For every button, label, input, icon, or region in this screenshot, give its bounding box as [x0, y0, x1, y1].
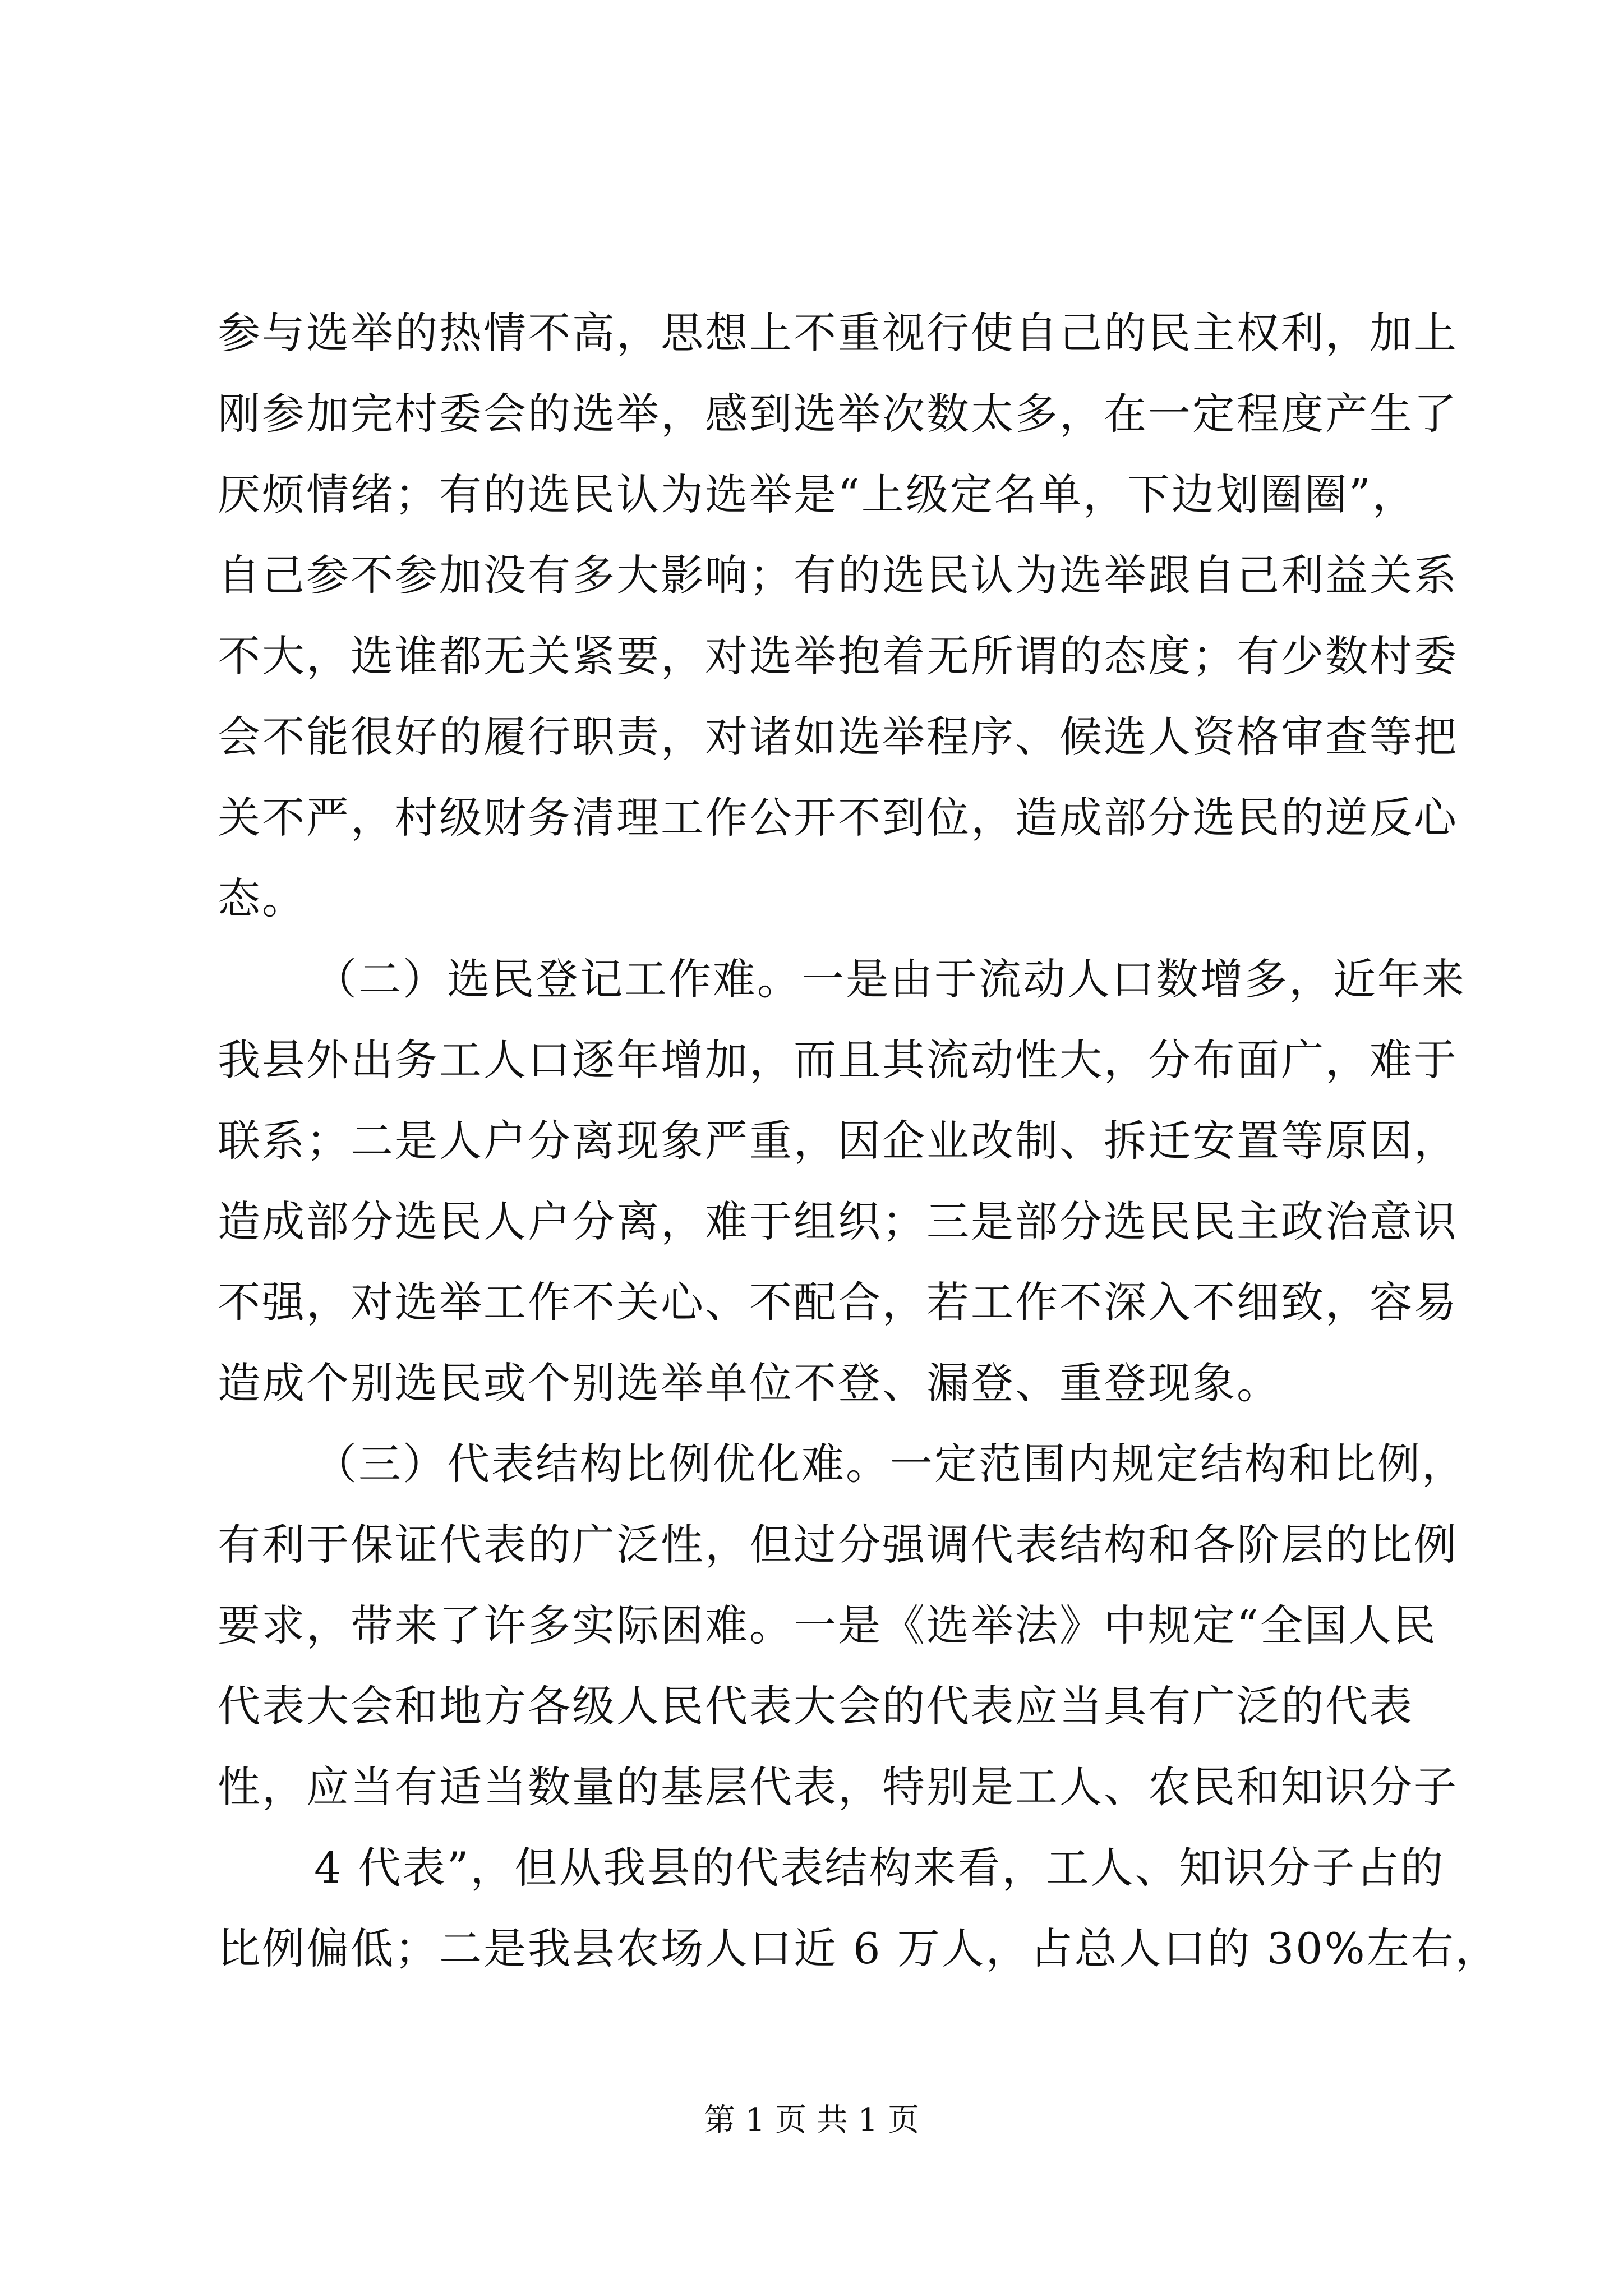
text-line: 要求，带来了许多实际困难。一是《选举法》中规定“全国人民	[218, 1600, 1437, 1650]
text-line: 刚参加完村委会的选举，感到选举次数太多，在一定程度产生了	[218, 389, 1458, 439]
text-line: 造成部分选民人户分离，难于组织；三是部分选民民主政治意识	[218, 1197, 1458, 1246]
text-line: 不大，选谁都无关紧要，对选举抱着无所谓的态度；有少数村委	[218, 631, 1458, 681]
text-line: 关不严，村级财务清理工作公开不到位，造成部分选民的逆反心	[218, 793, 1458, 843]
text-line: 态。	[218, 873, 306, 923]
page-footer: 第 1 页 共 1 页	[703, 2102, 920, 2138]
paragraph-start-line: （三）代表结构比例优化难。一定范围内规定结构和比例，	[314, 1439, 1466, 1489]
text-line: 比例偏低；二是我县农场人口近 6 万人，占总人口的 30%左右，	[218, 1924, 1500, 1973]
text-line: 不强，对选举工作不关心、不配合，若工作不深入不细致，容易	[218, 1277, 1458, 1327]
text-line: 会不能很好的履行职责，对诸如选举程序、候选人资格审查等把	[218, 712, 1458, 762]
text-line: 自己参不参加没有多大影响；有的选民认为选举跟自己利益关系	[218, 550, 1458, 600]
text-line: 4 代表”，但从我县的代表结构来看，工人、知识分子占的	[314, 1843, 1445, 1893]
text-line: 有利于保证代表的广泛性，但过分强调代表结构和各阶层的比例	[218, 1520, 1458, 1570]
text-line: 参与选举的热情不高，思想上不重视行使自己的民主权利，加上	[218, 308, 1458, 358]
text-line: 联系；二是人户分离现象严重，因企业改制、拆迁安置等原因，	[218, 1116, 1458, 1166]
text-line: 性，应当有适当数量的基层代表，特别是工人、农民和知识分子	[218, 1762, 1458, 1812]
text-line: 代表大会和地方各级人民代表大会的代表应当具有广泛的代表	[218, 1681, 1414, 1731]
text-line: 造成个别选民或个别选举单位不登、漏登、重登现象。	[218, 1358, 1281, 1408]
paragraph-start-line: （二）选民登记工作难。一是由于流动人口数增多，近年来	[314, 954, 1466, 1004]
text-line: 厌烦情绪；有的选民认为选举是“上级定名单，下边划圈圈”，	[218, 470, 1417, 519]
text-line: 我县外出务工人口逐年增加，而且其流动性大，分布面广，难于	[218, 1035, 1458, 1085]
